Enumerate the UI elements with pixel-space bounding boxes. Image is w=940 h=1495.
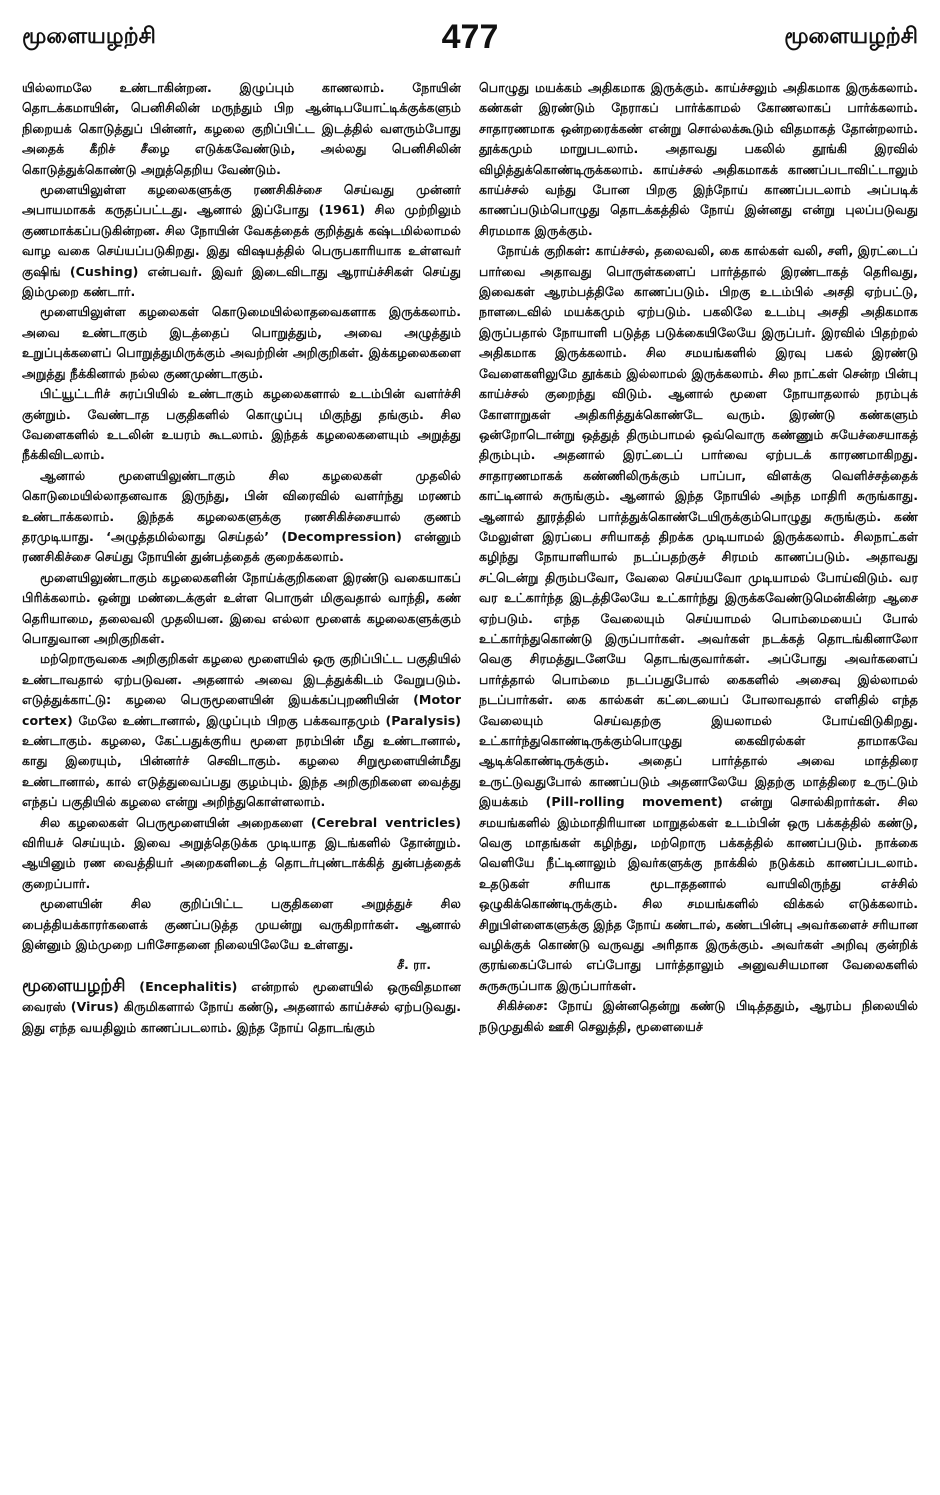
page-number: 477	[441, 18, 499, 56]
entry-heading: மூளையழற்சி	[22, 975, 126, 996]
entry-paragraph	[22, 976, 461, 1038]
paragraph: பொழுது மயக்கம் அதிகமாக இருக்கும். காய்ச்சலும் அதிகமாக இருக்கலாம். கண்கள் இரண்டும் நேராகப் பார்க்காமல் கோணலாகப் பார்க்கலாம். சாதாரணமாக ஒன்றரைக்கண் என்று சொல்லக்கூடும் விதமாகத் தோன்றலாம். தூக்கமும் மாறுபடலாம். அதாவது பகலில் தூங்கி இரவில் விழித்துக்கொண்டிருக்கலாம். காய்ச்சல் அதிகமாகக் காணப்படாவிட்டாலும் காய்ச்சல் வந்து போன பிறகு இந்நோய் காணப்படலாம் அப்படிக் காணப்படும்பொழுது தொடக்கத்தில் நோய் இன்னது என்று புலப்படுவது சிரமமாக இருக்கும்.	[479, 80, 918, 238]
text-columns	[22, 78, 918, 1485]
paragraph: மூளையிலுள்ள கழலைகள் கொடுமையில்லாதவைகளாக இருக்கலாம். அவை உண்டாகும் இடத்தைப் பொறுத்தும், அவை அழுத்தும் உறுப்புக்களைப் பொறுத்துமிருக்கும் அவற்றின் அறிகுறிகள். இக்கழலைகளை அறுத்து நீக்கினால் நல்ல குணமுண்டாகும்.	[22, 304, 461, 381]
entry-text: (Encephalitis) என்றால் மூளையில் ஒருவிதமான வைரஸ் (Virus) கிருமிகளால் நோய் கண்டு, அதனால் காய்ச்சல் ஏற்படுவது. இது எந்த வயதிலும் காணப்படலாம். இந்த நோய் தொடங்கும்	[22, 978, 461, 1035]
right-column	[479, 78, 918, 1485]
paragraph: சில கழலைகள் பெருமூளையின் அறைகளை (Cerebral ventricles) விரியச் செய்யும். இவை அறுத்தெடுக்க முடியாத இடங்களில் தோன்றும். ஆயினும் ரண வைத்தியர் அறைகளிடைத் தொடர்புண்டாக்கித் துன்பத்தைக் குறைப்பார்.	[22, 814, 461, 891]
page-header	[22, 20, 918, 70]
author-signature: சீ. ரா.	[396, 957, 431, 973]
paragraph: பிட்யூட்டரிச் சுரப்பியில் உண்டாகும் கழலைகளால் உடம்பின் வளர்ச்சி குன்றும். வேண்டாத பகுதிகளில் கொழுப்பு மிகுந்து தங்கும். சில வேளைகளில் உடலின் உயரம் கூடலாம். இந்தக் கழலைகளையும் அறுத்து நீக்கிவிடலாம்.	[22, 386, 461, 463]
paragraph: நோய்க் குறிகள்: காய்ச்சல், தலைவலி, கை கால்கள் வலி, சளி, இரட்டைப் பார்வை அதாவது பொருள்களைப் பார்த்தால் இரண்டாகத் தெரிவது, இவைகள் ஆரம்பத்திலே காணப்படும். பிறகு உடம்பில் அசதி ஏற்பட்டு, நாளடைவில் மயக்கமும் ஏற்படும். பகலிலே உடம்பு அசதி அதிகமாக இருப்பதால் நோயாளி படுத்த படுக்கையிலேயே இருப்பர். இரவில் பிதற்றல் அதிகமாக இருக்கலாம். சில சமயங்களில் இரவு பகல் இரண்டு வேளைகளிலுமே தூக்கம் இல்லாமல் இருக்கலாம். சில நாட்கள் சென்ற பின்பு காய்ச்சல் குறைந்து விடும். ஆனால் மூளை நோயாதலால் நரம்புக் கோளாறுகள் அதிகரித்துக்கொண்டே வரும். இரண்டு கண்களும் ஒன்றோடொன்று ஒத்துத் திரும்பாமல் ஒவ்வொரு கண்ணும் சுயேச்சையாகத் திரும்பும். அதனால் இரட்டைப் பார்வை ஏற்படக் காரணமாகிறது. சாதாரணமாகக் கண்ணிலிருக்கும் பாப்பா, விளக்கு வெளிச்சத்தைக் காட்டினால் சுருங்கும். ஆனால் இந்த நோயில் அந்த மாதிரி சுருங்காது. ஆனால் தூரத்தில் பார்த்துக்கொண்டேயிருக்கும்பொழுது சுருங்கும். கண் மேலுள்ள இரப்பை சரியாகத் திறக்க முடியாமல் இருக்கலாம். சிலநாட்கள் கழிந்து நோயாளியால் நடப்பதற்குச் சிரமம் காணப்படும். அதாவது சட்டென்று திரும்பவோ, வேலை செய்யவோ முடியாமல் போய்விடும். வர வர உட்கார்ந்த இடத்திலேயே உட்கார்ந்து இருக்கவேண்டுமென்கின்ற ஆசை ஏற்படும். எந்த வேலையும் செய்யாமல் பொம்மையைப் போல் உட்கார்ந்துகொண்டு இருப்பார்கள். அவர்கள் நடக்கத் தொடங்கினாலோ வெகு சிரமத்துடனேயே தொடங்குவார்கள். அப்போது அவர்களைப் பார்த்தால் பொம்மை நடப்பதுபோல் கைகளில் அசைவு இல்லாமல் நடப்பார்கள். கை கால்கள் கட்டையைப் போலாவதால் எளிதில் எந்த வேலையும் செய்வதற்கு இயலாமல் போய்விடுகிறது. உட்கார்ந்துகொண்டிருக்கும்பொழுது கைவிரல்கள் தாமாகவே ஆடிக்கொண்டிருக்கும். அதைப் பார்த்தால் அவை மாத்திரை உருட்டுவதுபோல் காணப்படும் அதனாலேயே இதற்கு மாத்திரை உருட்டும் இயக்கம் (Pill-rolling movement) என்று சொல்கிறார்கள். சில சமயங்களில் இம்மாதிரியான மாறுதல்கள் உடம்பின் ஒரு பக்கத்தில் கண்டு, வெகு மாதங்கள் கழிந்து, மற்றொரு பக்கத்தில் காணப்படும். நாக்கை வெளியே நீட்டினாலும் இவர்களுக்கு நாக்கில் நடுக்கம் காணப்படலாம். உதடுகள் சரியாக மூடாததனால் வாயிலிருந்து எச்சில் ஒழுகிக்கொண்டிருக்கும். சில சமயங்களில் விக்கல் எடுக்கலாம். சிறுபிள்ளைகளுக்கு இந்த நோய் கண்டால், கண்டபின்பு அவர்களைச் சரியான வழிக்குக் கொண்டு வருவது அரிதாக இருக்கும். அவர்கள் அறிவு குன்றிக் குரங்கைப்போல் எப்போது பார்த்தாலும் அனுவசியமான வேலைகளில் சுருசுருப்பாக இருப்பார்கள்.	[479, 243, 918, 993]
left-column	[22, 78, 461, 1485]
running-head-left: மூளையழற்சி	[22, 24, 156, 49]
paragraph: மற்றொருவகை அறிகுறிகள் கழலை மூளையில் ஒரு குறிப்பிட்ட பகுதியில் உண்டாவதால் ஏற்படுவன. அதனால் அவை இடத்துக்கிடம் வேறுபடும். எடுத்துக்காட்டு: கழலை பெருமூளையின் இயக்கப்புறணியின் (Motor cortex) மேலே உண்டானால், இழுப்பும் பிறகு பக்கவாதமும் (Paralysis) உண்டாகும். கழலை, கேட்பதுக்குரிய மூளை நரம்பின் மீது உண்டானால், காது இரையும், பின்னர்ச் செவிடாகும். கழலை சிறுமூளையின்மீது உண்டானால், கால் எடுத்துவைப்பது குழம்பும். இந்த அறிகுறிகளை வைத்து எந்தப் பகுதியில் கழலை என்று அறிந்துகொள்ளலாம்.	[22, 651, 461, 810]
running-head-right: மூளையழற்சி	[784, 24, 918, 49]
paragraph: சிகிச்சை: நோய் இன்னதென்று கண்டு பிடித்ததும், ஆரம்ப நிலையில் நடுமுதுகில் ஊசி செலுத்தி, மூளையைச்	[479, 998, 918, 1034]
paragraph: மூளையிலுண்டாகும் கழலைகளின் நோய்க்குறிகளை இரண்டு வகையாகப் பிரிக்கலாம். ஒன்று மண்டைக்குள் உள்ள பொருள் மிகுவதால் வாந்தி, கண் தெரியாமை, தலைவலி முதலியன. இவை எல்லா மூளைக் கழலைகளுக்கும் பொதுவான அறிகுறிகள்.	[22, 569, 461, 646]
paragraph: மூளையிலுள்ள கழலைகளுக்கு ரணசிகிச்சை செய்வது முன்னர் அபாயமாகக் கருதப்பட்டது. ஆனால் இப்போது (1961) சில முற்றிலும் குணமாக்கப்படுகின்றன. சில நோயின் வேகத்தைக் குறித்துக் கஷ்டமில்லாமல் வாழ வகை செய்யப்படுகிறது. இது விஷயத்தில் பெருபகாரியாக உள்ளவர் குஷிங் (Cushing) என்பவர். இவர் இடைவிடாது ஆராய்ச்சிகள் செய்து இம்முறை கண்டார்.	[22, 182, 461, 300]
paragraph: ஆனால் மூளையிலுண்டாகும் சில கழலைகள் முதலில் கொடுமையில்லாதனவாக இருந்து, பின் விரைவில் வளர்ந்து மரணம் உண்டாக்கலாம். இந்தக் கழலைகளுக்கு ரணசிகிச்சையால் குணம் தரமுடியாது. ‘அழுத்தமில்லாது செய்தல்’ (Decompression) என்னும் ரணசிகிச்சை செய்து நோயின் துன்பத்தைக் குறைக்கலாம்.	[22, 467, 461, 565]
paragraph: மூளையின் சில குறிப்பிட்ட பகுதிகளை அறுத்துச் சில பைத்தியக்காரர்களைக் குணப்படுத்த முயன்று வருகிறார்கள். ஆனால் இன்னும் இம்முறை பரிசோதனை நிலையிலேயே உள்ளது.	[22, 896, 461, 953]
paragraph: யில்லாமலே உண்டாகின்றன. இழுப்பும் காணலாம். நோயின் தொடக்கமாயின், பெனிசிலின் மருந்தும் பிற ஆன்டிபயோட்டிக்குக்களும் நிறையக் கொடுத்துப் பின்னர், கழலை குறிப்பிட்ட இடத்தில் வளரும்போது அதைக் கீறிச் சீழை எடுக்கவேண்டும், அல்லது பெனிசிலின் கொடுத்துக்கொண்டு அறுத்தெறிய வேண்டும்.	[22, 80, 461, 177]
